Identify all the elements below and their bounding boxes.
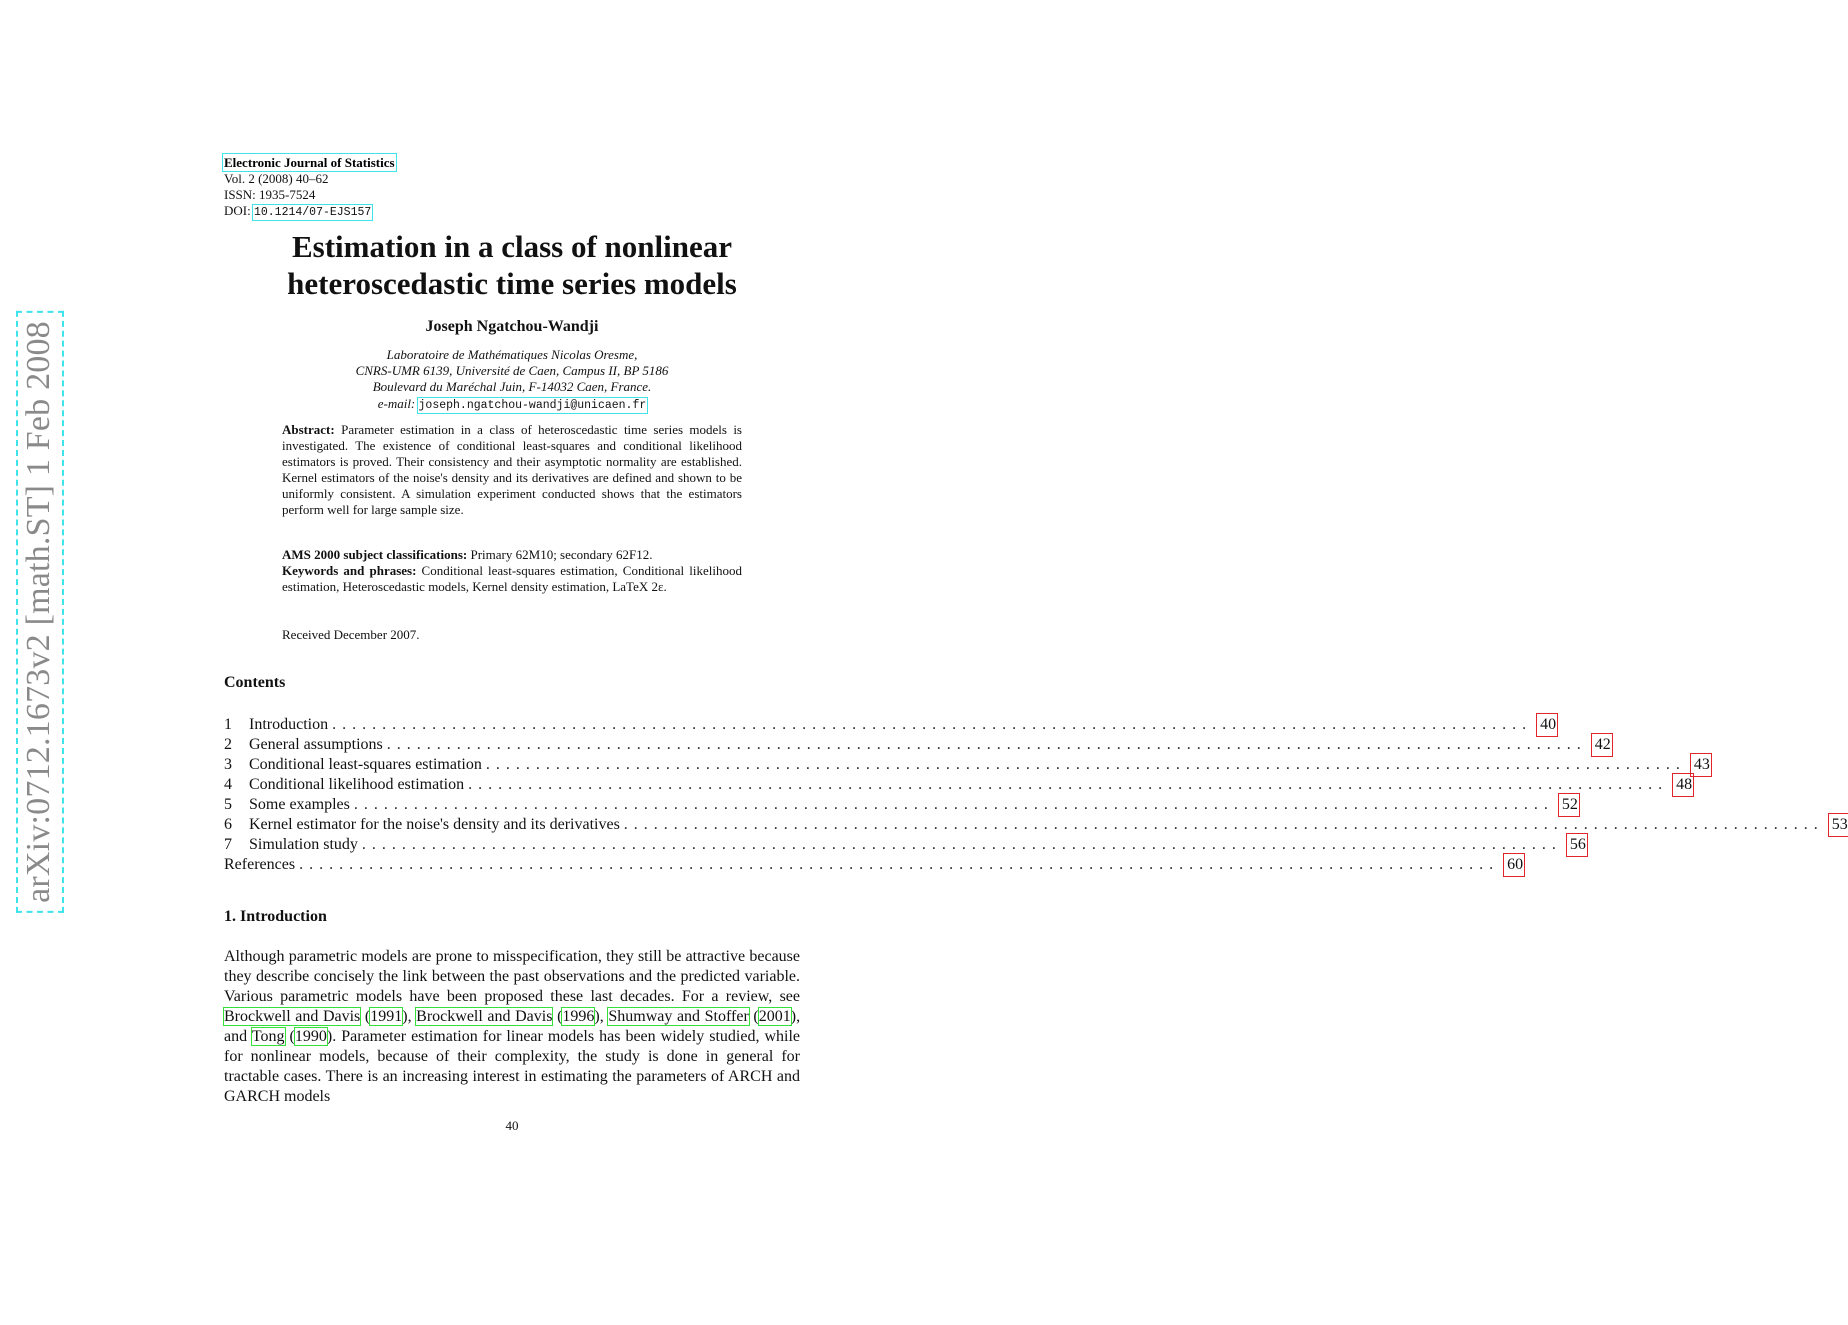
citation-brockwell-davis[interactable]: Brockwell and Davis [224, 1008, 361, 1025]
toc-number: 4 [224, 776, 232, 793]
introduction-paragraph: Although parametric models are prone to misspecification, they still be attractive because they describe concisely the link between the past observations and the predicted variable. Various parametric models have been proposed these last decades. For a review, see Brockwell and Davis (1991), Brockwell and Davis (1996), Shumway and Stoffer (2001), and Tong (1990). Parameter estimation for linear models has been widely studied, while for nonlinear models, because of their complexity, the study is done in general for tractable cases. There is an increasing interest in estimating the parameters of ARCH and GARCH models [224, 948, 801, 1105]
email-link[interactable]: joseph.ngatchou-wandji@unicaen.fr [418, 399, 647, 412]
toc-page-link[interactable]: 53 [1831, 816, 1848, 833]
toc-number: 6 [224, 816, 232, 833]
toc-title[interactable]: General assumptions [249, 736, 383, 753]
ams-classification [282, 547, 742, 563]
paper-title [212, 228, 812, 302]
author-name: Joseph Ngatchou-Wandji [425, 318, 599, 335]
doi-link[interactable]: 10.1214/07-EJS157 [253, 206, 372, 219]
citation-tong[interactable]: Tong [251, 1028, 285, 1045]
section-heading-introduction: 1. Introduction [224, 908, 327, 925]
title-line-1: Estimation in a class of nonlinear [291, 229, 733, 264]
toc-number: 3 [224, 756, 232, 773]
toc-leader-dots: ........................................................................................................................ [485, 756, 1686, 773]
received-date: Received December 2007. [282, 627, 420, 642]
keywords-label: Keywords and phrases: [282, 563, 417, 578]
ams-label: AMS 2000 subject classifications: [282, 547, 468, 562]
toc-row[interactable] [224, 775, 1693, 795]
toc-page-link[interactable]: 40 [1540, 716, 1557, 733]
toc-title[interactable]: Some examples [249, 796, 350, 813]
affiliation-line-2: CNRS-UMR 6139, Université de Caen, Campus II, BP 5186 [355, 363, 669, 378]
intro-text-part-2: . Parameter estimation for linear models has been widely studied, while for nonlinear models, because of their complexity, the study is done in general for tractable cases. There is an increasing interest in estimating the parameters of ARCH and GARCH models [224, 1028, 801, 1105]
journal-issn: ISSN: 1935-7524 [224, 187, 316, 202]
toc-row[interactable] [224, 715, 1557, 735]
journal-link[interactable]: Electronic Journal of Statistics [224, 155, 395, 170]
page-number: 40 [505, 1118, 519, 1133]
toc-title[interactable]: References [224, 856, 296, 873]
journal-doi [224, 203, 371, 221]
journal-name[interactable] [224, 155, 395, 171]
toc-title[interactable]: Kernel estimator for the noise's density and its derivatives [249, 816, 620, 833]
arxiv-stamp-text: arXiv:0712.1673v2 [math.ST] 1 Feb 2008 [16, 311, 64, 913]
toc-number: 1 [224, 716, 232, 733]
citation-shumway-stoffer[interactable]: Shumway and Stoffer [608, 1008, 749, 1025]
affiliation-line-1: Laboratoire de Mathématiques Nicolas Oresme, [386, 347, 638, 362]
toc-leader-dots: ........................................................................................................................ [299, 856, 1500, 873]
toc-leader-dots: ........................................................................................................................ [386, 736, 1587, 753]
toc-page-link[interactable]: 56 [1569, 836, 1586, 853]
latex-logo: LaTeX 2ε [612, 579, 664, 594]
keywords-end: . [663, 579, 667, 594]
doi-label: DOI: [224, 203, 254, 218]
affiliation-line-3: Boulevard du Maréchal Juin, F-14032 Caen, France. [372, 379, 652, 394]
intro-text-part-1: Although parametric models are prone to misspecification, they still be attractive because they describe concisely the link between the past observations and the predicted variable. Various parametric models have been proposed these last decades. For a review, see [224, 948, 800, 1005]
toc-leader-dots: ........................................................................................................................ [361, 836, 1562, 853]
toc-row[interactable] [224, 795, 1578, 815]
toc-row[interactable] [224, 855, 1524, 875]
abstract-text: Parameter estimation in a class of heteroscedastic time series models is investigated. The existence of conditional least-squares and conditional likelihood estimators is proved. Their consistency and their asymptotic normality are established. Kernel estimators of the noise's density and its derivatives are defined and shown to be uniformly consistent. A simulation experiment conducted shows that the estimators perform well for large sample size. [282, 422, 742, 517]
toc-title[interactable]: Introduction [249, 716, 329, 733]
toc-page-link[interactable]: 42 [1594, 736, 1611, 753]
toc-number: 2 [224, 736, 232, 753]
toc-number: 7 [224, 836, 232, 853]
toc-title[interactable]: Conditional least-squares estimation [249, 756, 482, 773]
contents-heading: Contents [224, 674, 286, 691]
citation-year-1990[interactable]: 1990 [294, 1028, 327, 1045]
email-label: e-mail: [377, 396, 419, 411]
toc-page-link[interactable]: 52 [1561, 796, 1578, 813]
toc-leader-dots: ........................................................................................................................ [332, 716, 1533, 733]
toc-title[interactable]: Conditional likelihood estimation [249, 776, 465, 793]
citation-brockwell-davis-2[interactable]: Brockwell and Davis [416, 1008, 553, 1025]
toc-row[interactable] [224, 835, 1586, 855]
keywords-text: Conditional least-squares estimation, Conditional likelihood estimation, Heteroscedastic models, Kernel density estimation, [282, 563, 742, 594]
abstract [282, 422, 742, 518]
citation-year-2001[interactable]: 2001 [758, 1008, 791, 1025]
toc-page-link[interactable]: 48 [1676, 776, 1693, 793]
toc-leader-dots: ........................................................................................................................ [623, 816, 1824, 833]
journal-volume: Vol. 2 (2008) 40–62 [224, 171, 329, 186]
ams-text: Primary 62M10; secondary 62F12. [470, 547, 653, 562]
toc-page-link[interactable]: 43 [1693, 756, 1710, 773]
abstract-label: Abstract: [282, 422, 335, 437]
toc-number: 5 [224, 796, 232, 813]
toc-row[interactable] [224, 815, 1848, 835]
toc-row[interactable] [224, 755, 1710, 775]
toc-leader-dots: ........................................................................................................................ [353, 796, 1554, 813]
toc-row[interactable] [224, 735, 1611, 755]
author-email [212, 396, 812, 414]
citation-year-1996[interactable]: 1996 [562, 1008, 595, 1025]
toc-title[interactable]: Simulation study [249, 836, 358, 853]
title-line-2: heteroscedastic time series models [287, 266, 737, 301]
toc-page-link[interactable]: 60 [1507, 856, 1524, 873]
toc-leader-dots: ........................................................................................................................ [468, 776, 1669, 793]
citation-year-1991[interactable]: 1991 [370, 1008, 403, 1025]
keywords [282, 563, 742, 595]
